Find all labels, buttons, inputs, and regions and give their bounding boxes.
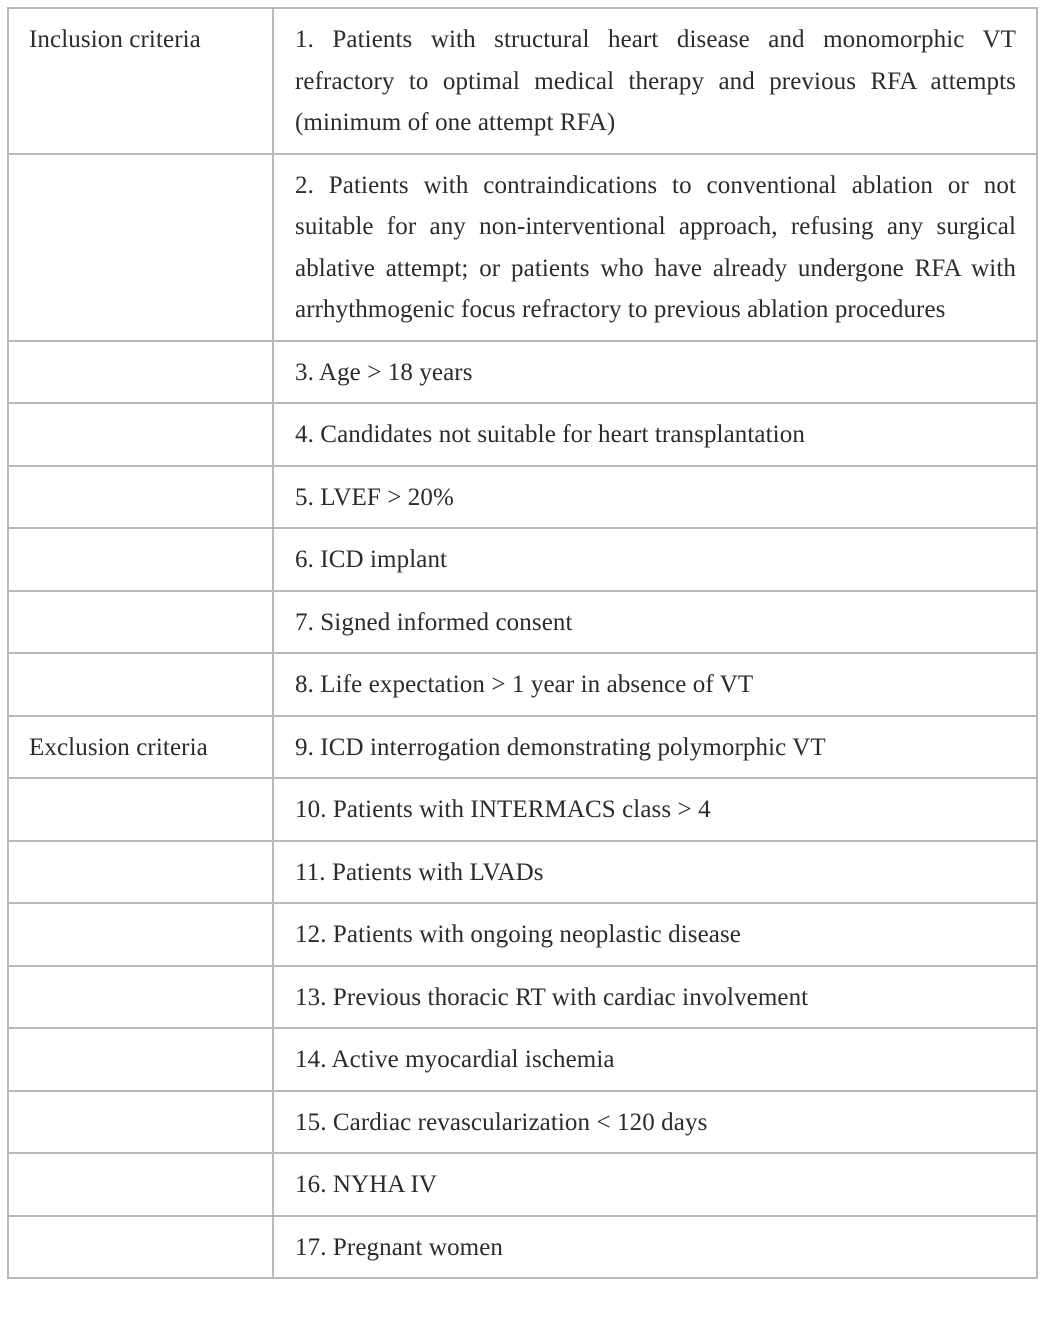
table-row bbox=[8, 403, 1037, 466]
category-cell bbox=[8, 1216, 273, 1279]
category-cell bbox=[8, 841, 273, 904]
category-cell: Inclusion criteria bbox=[8, 8, 273, 154]
table-row bbox=[8, 1153, 1037, 1216]
table-row bbox=[8, 341, 1037, 404]
table-row bbox=[8, 154, 1037, 341]
criterion-cell: 14. Active myocardial ischemia bbox=[273, 1028, 1037, 1091]
criterion-cell: 8. Life expectation > 1 year in absence of VT bbox=[273, 653, 1037, 716]
criterion-cell: 11. Patients with LVADs bbox=[273, 841, 1037, 904]
category-cell bbox=[8, 341, 273, 404]
table-row bbox=[8, 528, 1037, 591]
criterion-cell: 12. Patients with ongoing neoplastic disease bbox=[273, 903, 1037, 966]
criterion-cell: 7. Signed informed consent bbox=[273, 591, 1037, 654]
table-row bbox=[8, 466, 1037, 529]
table-row bbox=[8, 778, 1037, 841]
category-cell bbox=[8, 466, 273, 529]
criterion-cell: 16. NYHA IV bbox=[273, 1153, 1037, 1216]
criterion-cell: 3. Age > 18 years bbox=[273, 341, 1037, 404]
category-cell bbox=[8, 903, 273, 966]
table-row bbox=[8, 903, 1037, 966]
category-cell bbox=[8, 1153, 273, 1216]
table-row bbox=[8, 1091, 1037, 1154]
criterion-cell: 5. LVEF > 20% bbox=[273, 466, 1037, 529]
table-row bbox=[8, 591, 1037, 654]
table-row bbox=[8, 716, 1037, 779]
criterion-cell: 10. Patients with INTERMACS class > 4 bbox=[273, 778, 1037, 841]
category-cell bbox=[8, 778, 273, 841]
category-cell bbox=[8, 1091, 273, 1154]
table-row bbox=[8, 1216, 1037, 1279]
criterion-cell: 1. Patients with structural heart disease and monomorphic VT refractory to optimal medical therapy and previous RFA attempts (minimum of one attempt RFA) bbox=[273, 8, 1037, 154]
table-row bbox=[8, 653, 1037, 716]
criteria-table bbox=[7, 7, 1038, 1279]
category-cell bbox=[8, 528, 273, 591]
table-row bbox=[8, 1028, 1037, 1091]
category-cell: Exclusion criteria bbox=[8, 716, 273, 779]
criterion-cell: 6. ICD implant bbox=[273, 528, 1037, 591]
category-cell bbox=[8, 403, 273, 466]
criterion-cell: 2. Patients with contraindications to conventional ablation or not suitable for any non-interventional approach, refusing any surgical ablative attempt; or patients who have already undergone RFA with arrhythmogenic focus refractory to previous ablation procedures bbox=[273, 154, 1037, 341]
category-cell bbox=[8, 1028, 273, 1091]
category-cell bbox=[8, 154, 273, 341]
criterion-cell: 4. Candidates not suitable for heart transplantation bbox=[273, 403, 1037, 466]
category-cell bbox=[8, 591, 273, 654]
criterion-cell: 17. Pregnant women bbox=[273, 1216, 1037, 1279]
category-cell bbox=[8, 653, 273, 716]
criterion-cell: 13. Previous thoracic RT with cardiac involvement bbox=[273, 966, 1037, 1029]
criterion-cell: 9. ICD interrogation demonstrating polymorphic VT bbox=[273, 716, 1037, 779]
table-row bbox=[8, 8, 1037, 154]
criterion-cell: 15. Cardiac revascularization < 120 days bbox=[273, 1091, 1037, 1154]
table-row bbox=[8, 841, 1037, 904]
table-row bbox=[8, 966, 1037, 1029]
category-cell bbox=[8, 966, 273, 1029]
